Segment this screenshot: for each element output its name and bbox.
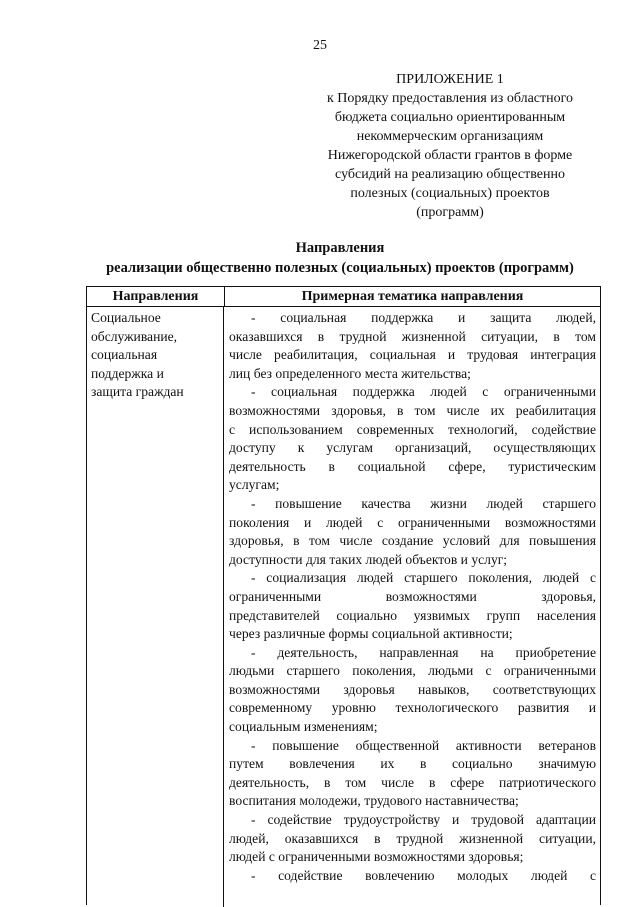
topic-paragraph: [229, 309, 596, 383]
topic-line: - содействие вовлечению молодых людей с: [251, 867, 596, 883]
topic-line: услугам;: [229, 477, 280, 493]
table-row: [87, 307, 600, 907]
topic-paragraph: [229, 383, 596, 495]
topic-line: лиц без определенного места жительства;: [229, 365, 471, 381]
appendix-line: полезных (социальных) проектов: [350, 186, 550, 201]
directions-table: [86, 286, 601, 905]
direction-cell: [87, 307, 224, 907]
topic-line: представителей социально уязвимых групп населения: [229, 607, 596, 623]
page-number: 25: [313, 38, 327, 53]
topic-line: возможностями здоровья, в том числе их реабилитация: [229, 402, 596, 418]
topic-line: людей, оказавшихся в трудной жизненной ситуации,: [229, 830, 596, 846]
topic-line: воспитания молодежи, трудового наставничества;: [229, 793, 519, 809]
direction-line: обслуживание,: [91, 328, 178, 344]
topic-line: ограниченными возможностями здоровья,: [229, 588, 596, 604]
table-header-row: [87, 287, 600, 307]
appendix-line: некоммерческим организациям: [356, 129, 544, 144]
topic-line: - деятельность, направленная на приобретение: [251, 644, 596, 660]
topic-line: возможностями здоровья навыков, соответствующих: [229, 681, 596, 697]
topic-line: людей с ограниченными возможностями здоровья;: [229, 849, 524, 865]
topic-line: людьми старшего поколения, людьми с ограниченными: [229, 663, 596, 679]
topic-line: деятельность, в том числе в сфере патриотического: [229, 774, 596, 790]
topic-line: - повышение качества жизни людей старшего: [251, 495, 596, 511]
direction-line: защита граждан: [91, 384, 184, 400]
topic-line: - социализация людей старшего поколения, людей с: [251, 570, 596, 586]
topic-paragraph: [229, 737, 596, 811]
appendix-line: (программ): [416, 205, 484, 220]
topic-paragraph: [229, 495, 596, 569]
appendix-line: бюджета социально ориентированным: [334, 110, 566, 125]
topic-paragraph: [229, 644, 596, 737]
topic-line: социальным изменениям;: [229, 719, 378, 735]
appendix-header: [300, 70, 600, 222]
topic-line: - содействие трудоустройству и трудовой адаптации: [251, 812, 596, 828]
topic-line: числе реабилитация, социальная и трудовая интеграция: [229, 347, 596, 363]
appendix-line: ПРИЛОЖЕНИЕ 1: [396, 72, 504, 87]
direction-line: Социальное: [91, 310, 161, 325]
appendix-line: субсидий на реализацию общественно: [335, 167, 565, 182]
topic-line: доступности для таких людей объектов и услуг;: [229, 551, 508, 567]
topic-line: - социальная поддержка людей с ограниченными: [251, 384, 596, 400]
appendix-line: к Порядку предоставления из областного: [326, 91, 574, 106]
appendix-line: Нижегородской области грантов в форме: [327, 148, 573, 163]
topic-line: доступу к услугам организаций, осуществляющих: [229, 440, 596, 456]
topic-line: с использованием современных технологий, содействие: [229, 421, 596, 437]
topic-paragraph: [229, 867, 596, 886]
column-header-directions: Направления: [87, 287, 225, 306]
direction-line: поддержка и: [91, 365, 164, 381]
topic-paragraph: [229, 569, 596, 643]
topic-line: деятельность в социальной сфере, туристическим: [229, 458, 596, 474]
topic-line: поколения и людей с ограниченными возможностями: [229, 514, 596, 530]
topics-cell: [224, 307, 600, 907]
heading-subtitle: реализации общественно полезных (социальных) проектов (программ): [106, 260, 574, 276]
topic-paragraph: [229, 811, 596, 867]
topic-line: оказавшихся в трудной жизненной ситуации, в том: [229, 328, 596, 344]
heading-title: Направления: [295, 240, 385, 256]
topic-line: через различные формы социальной активности;: [229, 626, 513, 642]
column-header-topics: Примерная тематика направления: [301, 289, 524, 304]
topic-line: - социальная поддержка и защита людей,: [251, 310, 596, 325]
document-heading: [60, 238, 620, 278]
topic-line: современному уровню технологического развития и: [229, 700, 596, 716]
topic-line: путем вовлечения их в социально значимую: [229, 756, 596, 772]
topic-line: здоровья, в том числе создание условий для повышения: [229, 533, 596, 549]
direction-line: социальная: [91, 347, 158, 363]
topic-line: - повышение общественной активности ветеранов: [251, 737, 596, 753]
